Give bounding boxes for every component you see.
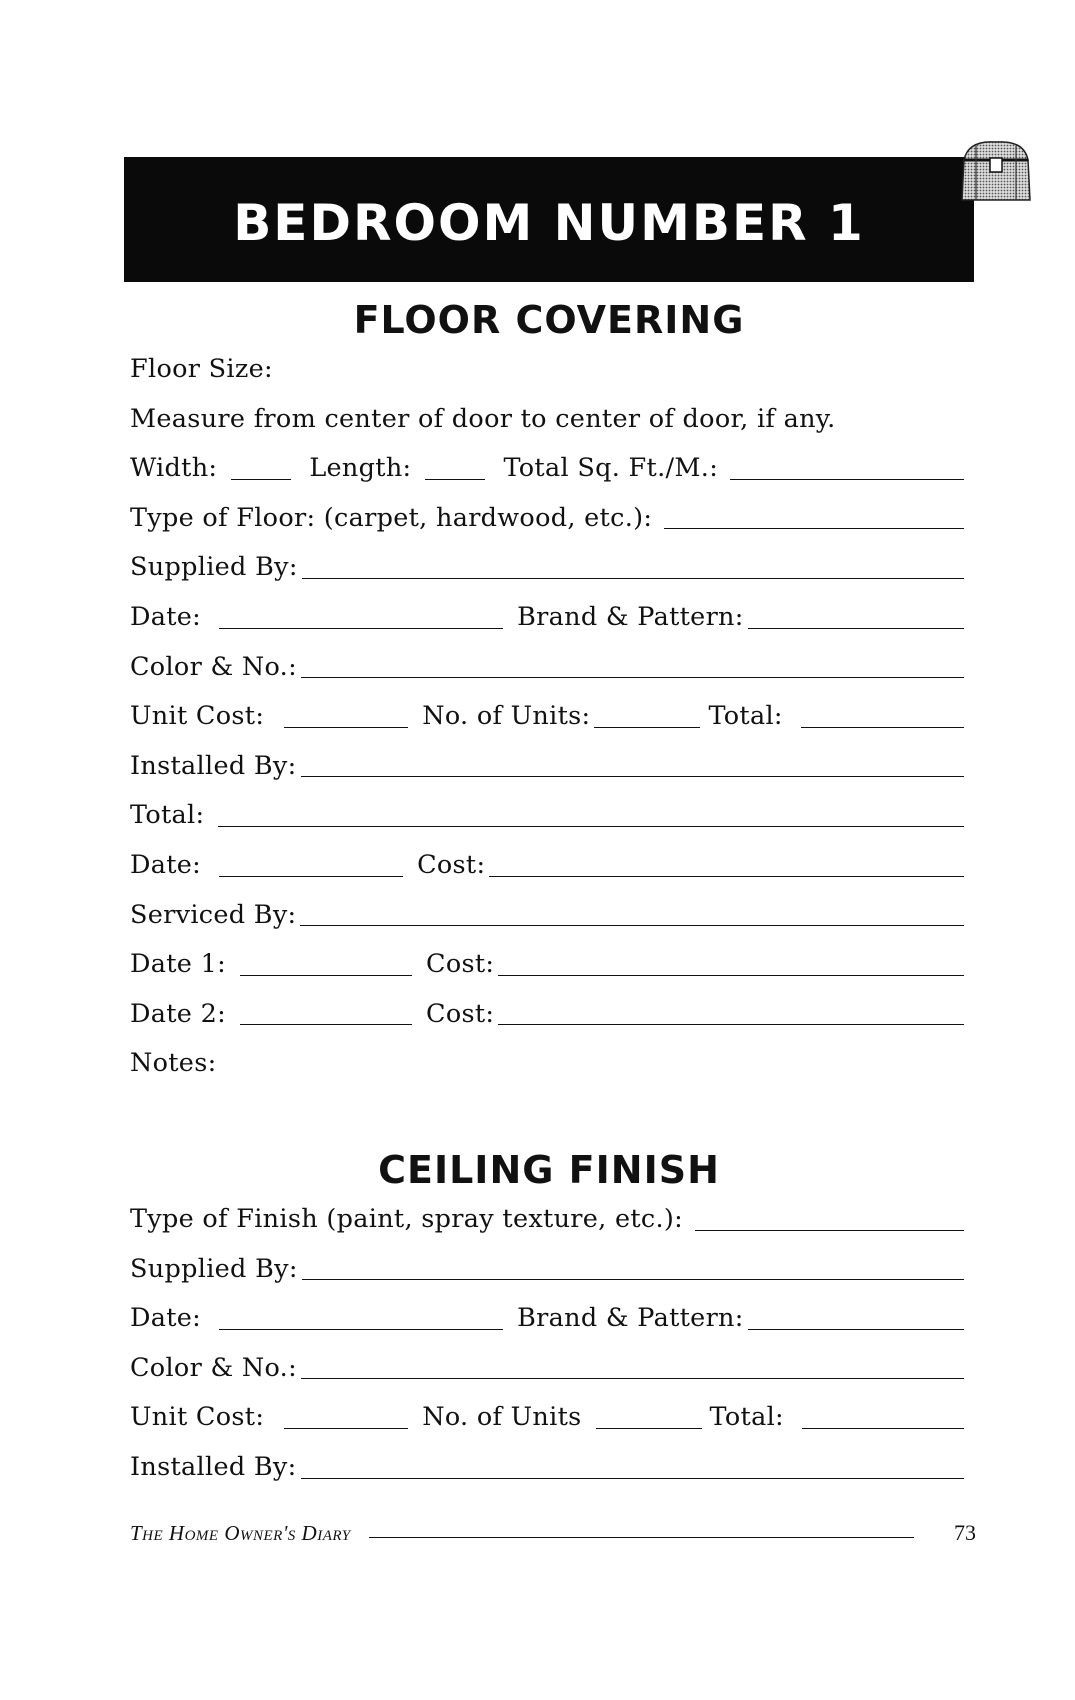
date-brand-row	[130, 585, 964, 635]
instruction-row	[130, 387, 964, 437]
brand-pattern-label: Brand & Pattern:	[517, 602, 744, 633]
ceiling-installed-by-row	[130, 1435, 964, 1485]
floor-size-row	[130, 337, 964, 387]
finish-type-label: Type of Finish (paint, spray texture, etc.):	[130, 1204, 684, 1235]
ceiling-date-field[interactable]	[219, 1328, 503, 1330]
no-units-field[interactable]	[594, 726, 700, 728]
date1-field[interactable]	[240, 974, 412, 976]
floor-type-label: Type of Floor: (carpet, hardwood, etc.):	[130, 502, 653, 533]
width-field[interactable]	[231, 478, 291, 480]
floor-type-row	[130, 486, 964, 536]
cost1-label: Cost:	[426, 949, 495, 980]
length-label: Length:	[309, 453, 412, 484]
color-no-field[interactable]	[301, 676, 964, 678]
unit-cost-label: Unit Cost:	[130, 701, 265, 732]
ceiling-total-label: Total:	[709, 1402, 784, 1433]
page-number: 73	[954, 1520, 976, 1545]
ceiling-brand-pattern-label: Brand & Pattern:	[517, 1303, 744, 1334]
ceiling-finish-form	[130, 1187, 964, 1485]
date-b-label: Date:	[130, 850, 202, 881]
ceiling-supplied-by-row	[130, 1237, 964, 1287]
date2-label: Date 2:	[130, 998, 227, 1029]
date-cost-row	[130, 833, 964, 883]
date-b-field[interactable]	[219, 875, 403, 877]
finish-type-row	[130, 1187, 964, 1237]
total-sq-field[interactable]	[730, 478, 964, 480]
date1-label: Date 1:	[130, 949, 227, 980]
date1-row	[130, 932, 964, 982]
ceiling-date-label: Date:	[130, 1303, 202, 1334]
ceiling-installed-by-label: Installed By:	[130, 1452, 297, 1483]
length-field[interactable]	[425, 478, 485, 480]
floor-size-label: Floor Size:	[130, 354, 273, 385]
total-sq-label: Total Sq. Ft./M.:	[503, 453, 719, 484]
installed-by-row	[130, 734, 964, 784]
book-title: The Home Owner's Diary	[130, 1521, 351, 1545]
ceiling-finish-heading: CEILING FINISH	[378, 1148, 720, 1192]
unit-cost-row	[130, 684, 964, 734]
total-field[interactable]	[801, 726, 964, 728]
date2-field[interactable]	[240, 1023, 412, 1025]
total-install-field[interactable]	[218, 825, 964, 827]
ceiling-unit-cost-field[interactable]	[284, 1427, 408, 1429]
floor-type-field[interactable]	[664, 527, 964, 529]
treasure-chest-icon	[958, 138, 1034, 204]
ceiling-date-brand-row	[130, 1286, 964, 1336]
ceiling-no-units-label: No. of Units	[422, 1402, 582, 1433]
brand-pattern-field[interactable]	[748, 627, 964, 629]
date-label: Date:	[130, 602, 202, 633]
ceiling-supplied-by-label: Supplied By:	[130, 1253, 298, 1284]
ceiling-brand-pattern-field[interactable]	[748, 1328, 964, 1330]
notes-row	[130, 1031, 964, 1081]
measure-instruction: Measure from center of door to center of door, if any.	[130, 403, 836, 434]
ceiling-color-no-field[interactable]	[301, 1377, 964, 1379]
serviced-by-row	[130, 883, 964, 933]
notes-label: Notes:	[130, 1048, 217, 1079]
ceiling-color-row	[130, 1336, 964, 1386]
total-row	[130, 783, 964, 833]
serviced-by-field[interactable]	[300, 924, 964, 926]
cost-b-label: Cost:	[417, 850, 486, 881]
total-install-label: Total:	[130, 800, 205, 831]
cost2-field[interactable]	[498, 1023, 964, 1025]
installed-by-field[interactable]	[301, 775, 965, 777]
ceiling-unit-cost-label: Unit Cost:	[130, 1402, 265, 1433]
supplied-by-field[interactable]	[302, 577, 964, 579]
page-footer	[130, 1520, 976, 1546]
total-label: Total:	[708, 701, 783, 732]
cost1-field[interactable]	[498, 974, 964, 976]
ceiling-total-field[interactable]	[802, 1427, 964, 1429]
cost-b-field[interactable]	[489, 875, 964, 877]
ceiling-no-units-field[interactable]	[596, 1427, 702, 1429]
date-field[interactable]	[219, 627, 503, 629]
supplied-by-label: Supplied By:	[130, 552, 298, 583]
finish-type-field[interactable]	[695, 1229, 964, 1231]
cost2-label: Cost:	[426, 998, 495, 1029]
floor-covering-heading: FLOOR COVERING	[353, 298, 745, 342]
ceiling-installed-by-field[interactable]	[301, 1477, 965, 1479]
ceiling-supplied-by-field[interactable]	[302, 1278, 964, 1280]
footer-rule	[369, 1537, 914, 1538]
no-units-label: No. of Units:	[422, 701, 591, 732]
ceiling-color-no-label: Color & No.:	[130, 1352, 297, 1383]
page-title: BEDROOM NUMBER 1	[233, 193, 865, 252]
color-no-label: Color & No.:	[130, 651, 297, 682]
date2-row	[130, 982, 964, 1032]
dimensions-row	[130, 436, 964, 486]
color-row	[130, 635, 964, 685]
serviced-by-label: Serviced By:	[130, 899, 297, 930]
supplied-by-row	[130, 535, 964, 585]
installed-by-label: Installed By:	[130, 750, 297, 781]
title-banner	[124, 157, 974, 282]
floor-covering-form	[130, 337, 964, 1081]
ceiling-unit-cost-row	[130, 1385, 964, 1435]
width-label: Width:	[130, 453, 218, 484]
unit-cost-field[interactable]	[284, 726, 408, 728]
